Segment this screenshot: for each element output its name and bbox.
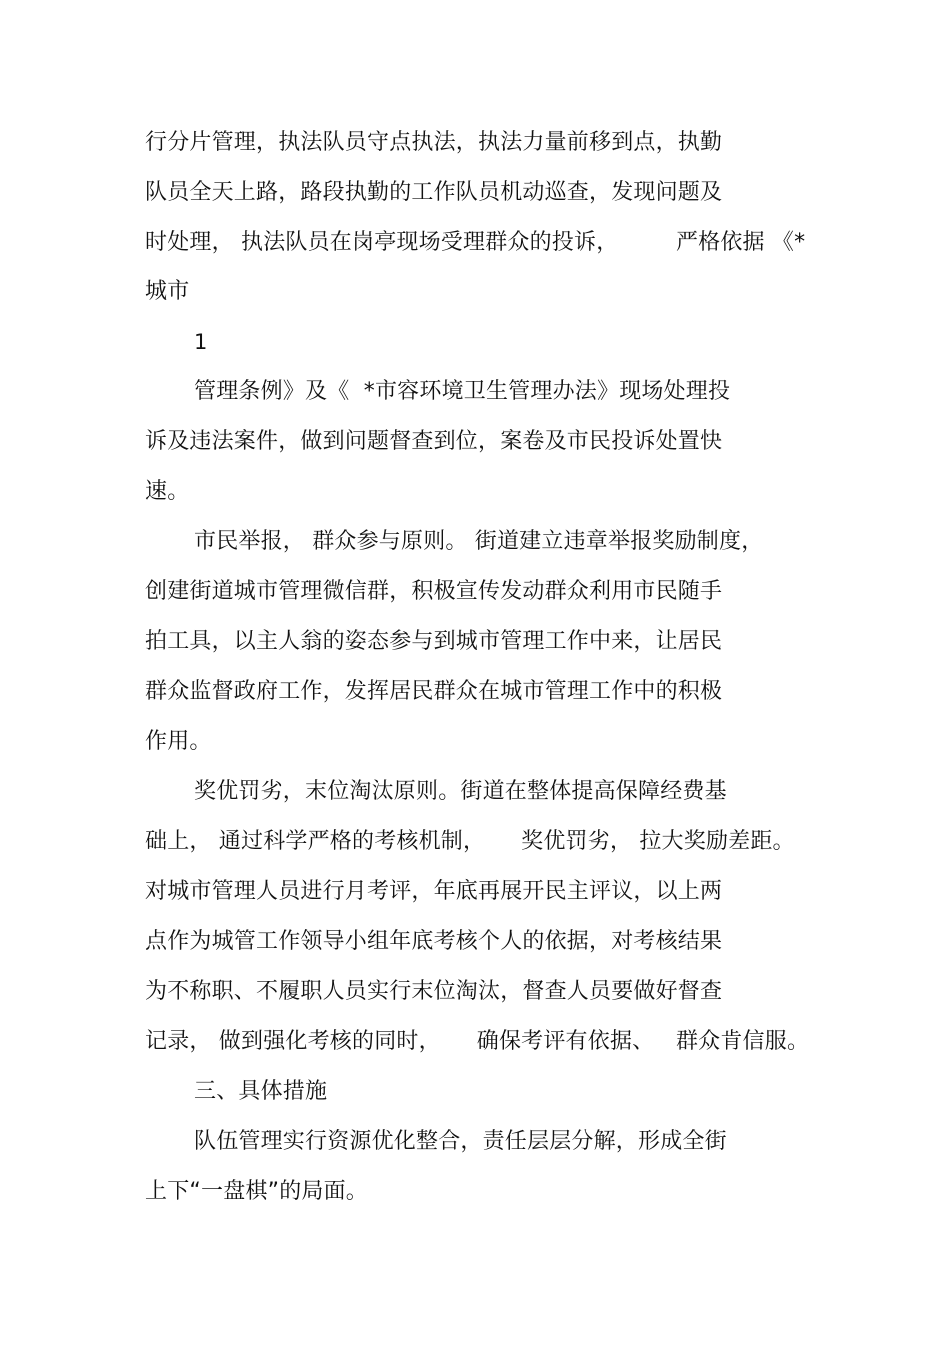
text-line: 础上， 通过科学严格的考核机制， 奖优罚劣， 拉大奖励差距。 [145,829,795,854]
text-line: 记录， 做到强化考核的同时， 确保考评有依据、 群众肯信服。 [145,1029,810,1054]
text-line: 创建街道城市管理微信群，积极宣传发动群众利用市民随手 [145,579,723,604]
paragraph-start-line: 管理条例》及《 *市容环境卫生管理办法》现场处理投 [194,379,731,404]
paragraph-start-line: 市民举报， 群众参与原则。 街道建立违章举报奖励制度， [194,529,764,554]
text-line: 点作为城管工作领导小组年底考核个人的依据，对考核结果 [145,929,723,954]
page-number: 1 [194,330,208,354]
text-line: 上下“一盘棋”的局面。 [145,1179,368,1204]
text-line: 行分片管理，执法队员守点执法，执法力量前移到点，执勤 [145,130,723,155]
text-line: 群众监督政府工作，发挥居民群众在城市管理工作中的积极 [145,679,723,704]
text-line: 城市 [145,279,190,304]
text-line: 队员全天上路，路段执勤的工作队员机动巡查，发现问题及 [145,180,723,205]
text-line: 诉及违法案件，做到问题督查到位，案卷及市民投诉处置快 [145,429,723,454]
section-heading: 三、具体措施 [194,1079,328,1104]
paragraph-start-line: 队伍管理实行资源优化整合，责任层层分解，形成全街 [194,1129,727,1154]
text-line: 对城市管理人员进行月考评，年底再展开民主评议，以上两 [145,879,723,904]
paragraph-start-line: 奖优罚劣，末位淘汰原则。街道在整体提高保障经费基 [194,779,727,804]
text-line: 为不称职、不履职人员实行末位淘汰，督查人员要做好督查 [145,979,723,1004]
text-line: 速。 [145,479,190,504]
text-line: 作用。 [145,729,212,754]
text-line: 时处理， 执法队员在岗亭现场受理群众的投诉， 严格依据 《* [145,230,806,255]
text-line: 拍工具，以主人翁的姿态参与到城市管理工作中来，让居民 [145,629,723,654]
